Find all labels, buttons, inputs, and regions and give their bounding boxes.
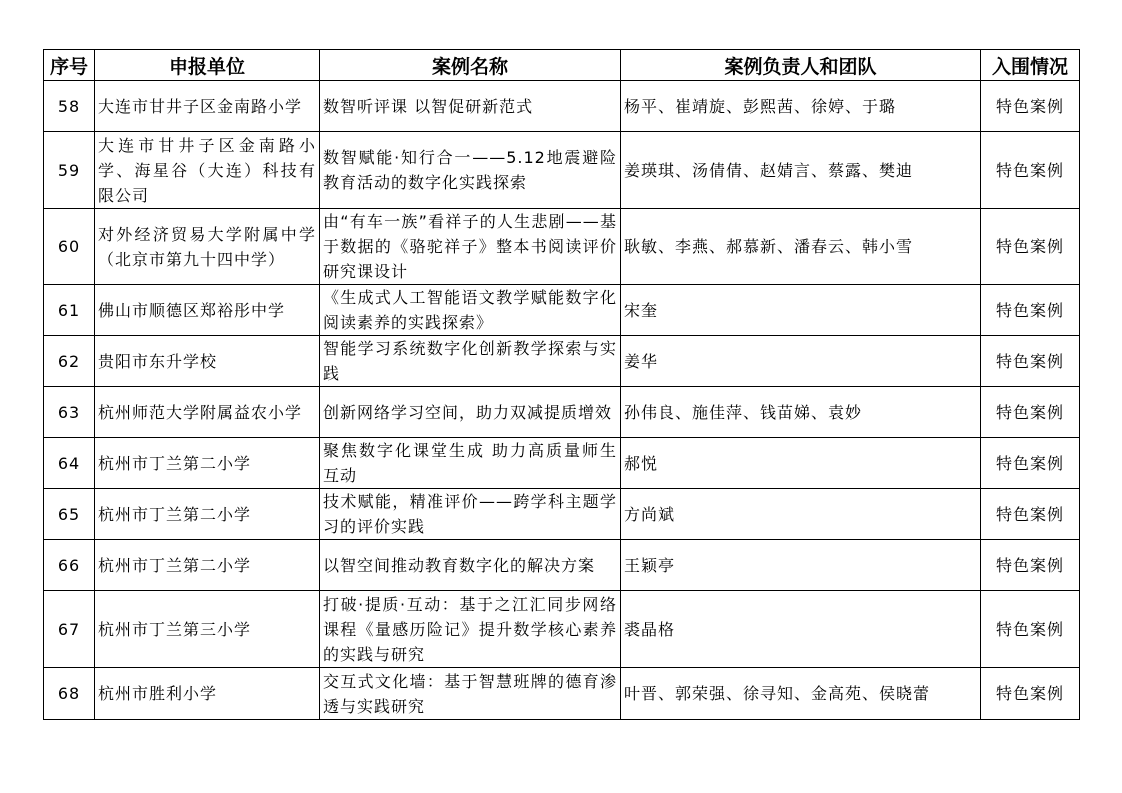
cell-num: 58 xyxy=(44,81,95,132)
table-body xyxy=(44,81,1080,720)
table-row xyxy=(44,132,1080,209)
cell-team: 叶晋、郭荣强、徐寻知、金高苑、侯晓蕾 xyxy=(621,668,981,720)
cell-num: 59 xyxy=(44,132,95,209)
cell-unit: 大连市甘井子区金南路小学、海星谷（大连）科技有限公司 xyxy=(95,132,320,209)
cell-unit: 杭州市丁兰第二小学 xyxy=(95,489,320,540)
cell-num: 63 xyxy=(44,387,95,438)
cell-name: 由“有车一族”看祥子的人生悲剧——基于数据的《骆驼祥子》整本书阅读评价研究课设计 xyxy=(320,209,621,285)
header-status: 入围情况 xyxy=(981,50,1080,81)
cell-unit: 杭州市丁兰第三小学 xyxy=(95,591,320,668)
cell-status: 特色案例 xyxy=(981,591,1080,668)
cell-team: 方尚斌 xyxy=(621,489,981,540)
cell-status: 特色案例 xyxy=(981,336,1080,387)
cell-team: 王颖亭 xyxy=(621,540,981,591)
cell-name: 交互式文化墙：基于智慧班牌的德育渗透与实践研究 xyxy=(320,668,621,720)
cell-name: 打破·提质·互动：基于之江汇同步网络课程《量感历险记》提升数学核心素养的实践与研究 xyxy=(320,591,621,668)
cell-status: 特色案例 xyxy=(981,540,1080,591)
cell-name: 以智空间推动教育数字化的解决方案 xyxy=(320,540,621,591)
table-row xyxy=(44,540,1080,591)
cell-num: 64 xyxy=(44,438,95,489)
cell-name: 《生成式人工智能语文教学赋能数字化阅读素养的实践探索》 xyxy=(320,285,621,336)
table-row xyxy=(44,591,1080,668)
cell-num: 62 xyxy=(44,336,95,387)
header-num: 序号 xyxy=(44,50,95,81)
cell-unit: 贵阳市东升学校 xyxy=(95,336,320,387)
table-row xyxy=(44,668,1080,720)
cell-status: 特色案例 xyxy=(981,209,1080,285)
cell-unit: 杭州市胜利小学 xyxy=(95,668,320,720)
cell-name: 创新网络学习空间，助力双减提质增效 xyxy=(320,387,621,438)
cell-unit: 杭州师范大学附属益农小学 xyxy=(95,387,320,438)
cell-status: 特色案例 xyxy=(981,438,1080,489)
cell-team: 姜瑛琪、汤倩倩、赵婧言、蔡露、樊迪 xyxy=(621,132,981,209)
cell-num: 66 xyxy=(44,540,95,591)
cell-num: 67 xyxy=(44,591,95,668)
cell-status: 特色案例 xyxy=(981,285,1080,336)
cell-team: 郝悦 xyxy=(621,438,981,489)
table-row xyxy=(44,81,1080,132)
cell-team: 裘晶格 xyxy=(621,591,981,668)
header-unit: 申报单位 xyxy=(95,50,320,81)
cell-team: 姜华 xyxy=(621,336,981,387)
cell-unit: 杭州市丁兰第二小学 xyxy=(95,540,320,591)
table-header xyxy=(44,50,1080,81)
cell-name: 智能学习系统数字化创新教学探索与实践 xyxy=(320,336,621,387)
table-row xyxy=(44,387,1080,438)
cell-num: 61 xyxy=(44,285,95,336)
cell-team: 耿敏、李燕、郝慕新、潘春云、韩小雪 xyxy=(621,209,981,285)
cell-team: 孙伟良、施佳萍、钱苗娣、袁妙 xyxy=(621,387,981,438)
table-row xyxy=(44,209,1080,285)
cell-num: 60 xyxy=(44,209,95,285)
cell-name: 聚焦数字化课堂生成 助力高质量师生互动 xyxy=(320,438,621,489)
cell-status: 特色案例 xyxy=(981,387,1080,438)
cell-unit: 佛山市顺德区郑裕彤中学 xyxy=(95,285,320,336)
cell-name: 数智听评课 以智促研新范式 xyxy=(320,81,621,132)
header-row xyxy=(44,50,1080,81)
table-row xyxy=(44,336,1080,387)
cell-unit: 大连市甘井子区金南路小学 xyxy=(95,81,320,132)
table-row xyxy=(44,438,1080,489)
cell-unit: 对外经济贸易大学附属中学（北京市第九十四中学） xyxy=(95,209,320,285)
cell-status: 特色案例 xyxy=(981,132,1080,209)
cell-team: 宋奎 xyxy=(621,285,981,336)
table-row xyxy=(44,285,1080,336)
table-row xyxy=(44,489,1080,540)
cell-num: 68 xyxy=(44,668,95,720)
cell-status: 特色案例 xyxy=(981,81,1080,132)
cell-num: 65 xyxy=(44,489,95,540)
header-team: 案例负责人和团队 xyxy=(621,50,981,81)
header-name: 案例名称 xyxy=(320,50,621,81)
cell-status: 特色案例 xyxy=(981,489,1080,540)
cell-status: 特色案例 xyxy=(981,668,1080,720)
cell-name: 数智赋能·知行合一——5.12地震避险教育活动的数字化实践探索 xyxy=(320,132,621,209)
cell-name: 技术赋能，精准评价——跨学科主题学习的评价实践 xyxy=(320,489,621,540)
cell-team: 杨平、崔靖旋、彭熙茜、徐婷、于璐 xyxy=(621,81,981,132)
award-table xyxy=(43,49,1080,720)
cell-unit: 杭州市丁兰第二小学 xyxy=(95,438,320,489)
